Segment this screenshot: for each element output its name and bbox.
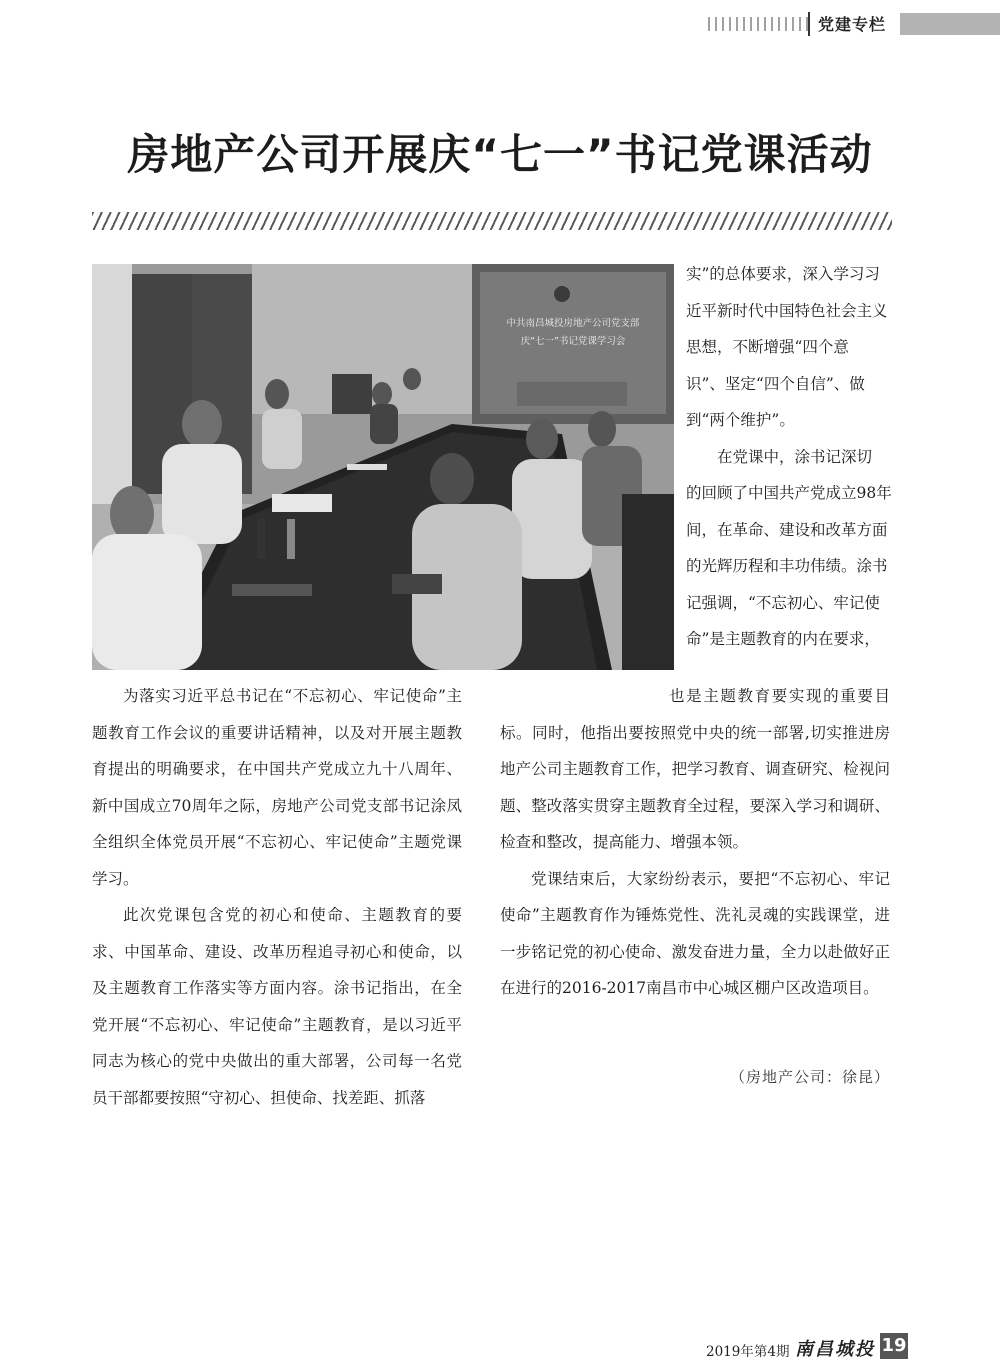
text-line: 实”的总体要求，深入学习习 [686,265,880,283]
meeting-photo [92,264,674,670]
left-column-text [92,678,462,1116]
issue-label: 2019年第4期 [706,1344,790,1360]
screen-caption-line2: 庆“七一”书记党课学习会 [520,336,626,347]
paragraph: 也是主题教育要实现的重要目标。同时，他指出要按照党中央的统一部署,切实推进房地产公司主题教育工作，把学习教育、调查研究、检视问题、整改落实贯穿主题教育全过程，要深入学习和调研、检查和整改，提高能力、增强本领。 [500,687,890,851]
party-emblem-icon [554,286,570,302]
text-line: 到“两个维护”。 [686,411,795,429]
right-column-text [686,256,890,658]
text-line: 思想，不断增强“四个意 [686,338,849,356]
screen-caption-line1: 中共南昌城投房地产公司党支部 [506,318,640,329]
header-gray-bar [900,13,1000,35]
paragraph: 党课结束后，大家纷纷表示，要把“不忘初心、牢记使命”主题教育作为锤炼党性、洗礼灵魂的实践课堂，进一步铭记党的初心使命、激发奋进力量，全力以赴做好正在进行的2016-2017南昌市中心城区棚户区改造项目。 [500,869,890,997]
title-hatch-divider [92,212,892,230]
article-byline: （房地产公司：徐昆） [729,1068,890,1086]
article-title: 房地产公司开展庆“七一”书记党课活动 [127,130,873,179]
text-line: 的回顾了中国共产党成立98年 [686,484,892,502]
meeting-photo-illustration [92,264,674,670]
paragraph: 为落实习近平总书记在“不忘初心、牢记使命”主题教育工作会议的重要讲话精神，以及对开展主题教育提出的明确要求，在中国共产党成立九十八周年、新中国成立70周年之际，房地产公司党支部书记涂凤全组织全体党员开展“不忘初心、牢记使命”主题党课学习。 [92,687,462,888]
text-line: 的光辉历程和丰功伟绩。涂书 [686,557,888,575]
text-line: 命”是主题教育的内在要求， [686,630,880,648]
section-label: 党建专栏 [818,15,887,34]
header-divider [808,12,810,36]
page-number: 19 [880,1333,908,1359]
text-line: 近平新时代中国特色社会主义 [686,301,888,320]
text-line: 识”、坚定“四个自信”、做 [686,374,865,393]
paragraph: 此次党课包含党的初心和使命、主题教育的要求、中国革命、建设、改革历程追寻初心和使命，以及主题教育工作落实等方面内容。涂书记指出，在全党开展“不忘初心、牢记使命”主题教育，是以习近平同志为核心的党中央做出的重大部署，公司每一名党员干部都要按照“守初心、担使命、找差距、抓落 [92,906,462,1107]
text-line: 在党课中，涂书记深切 [717,447,873,466]
magazine-logo: 南昌城投 [795,1339,875,1360]
mid-column-text [500,678,890,1007]
text-line: 间，在革命、建设和改革方面 [686,520,888,539]
header-dots-decoration [708,17,808,31]
text-line: 记强调，“不忘初心、牢记使 [686,593,880,612]
